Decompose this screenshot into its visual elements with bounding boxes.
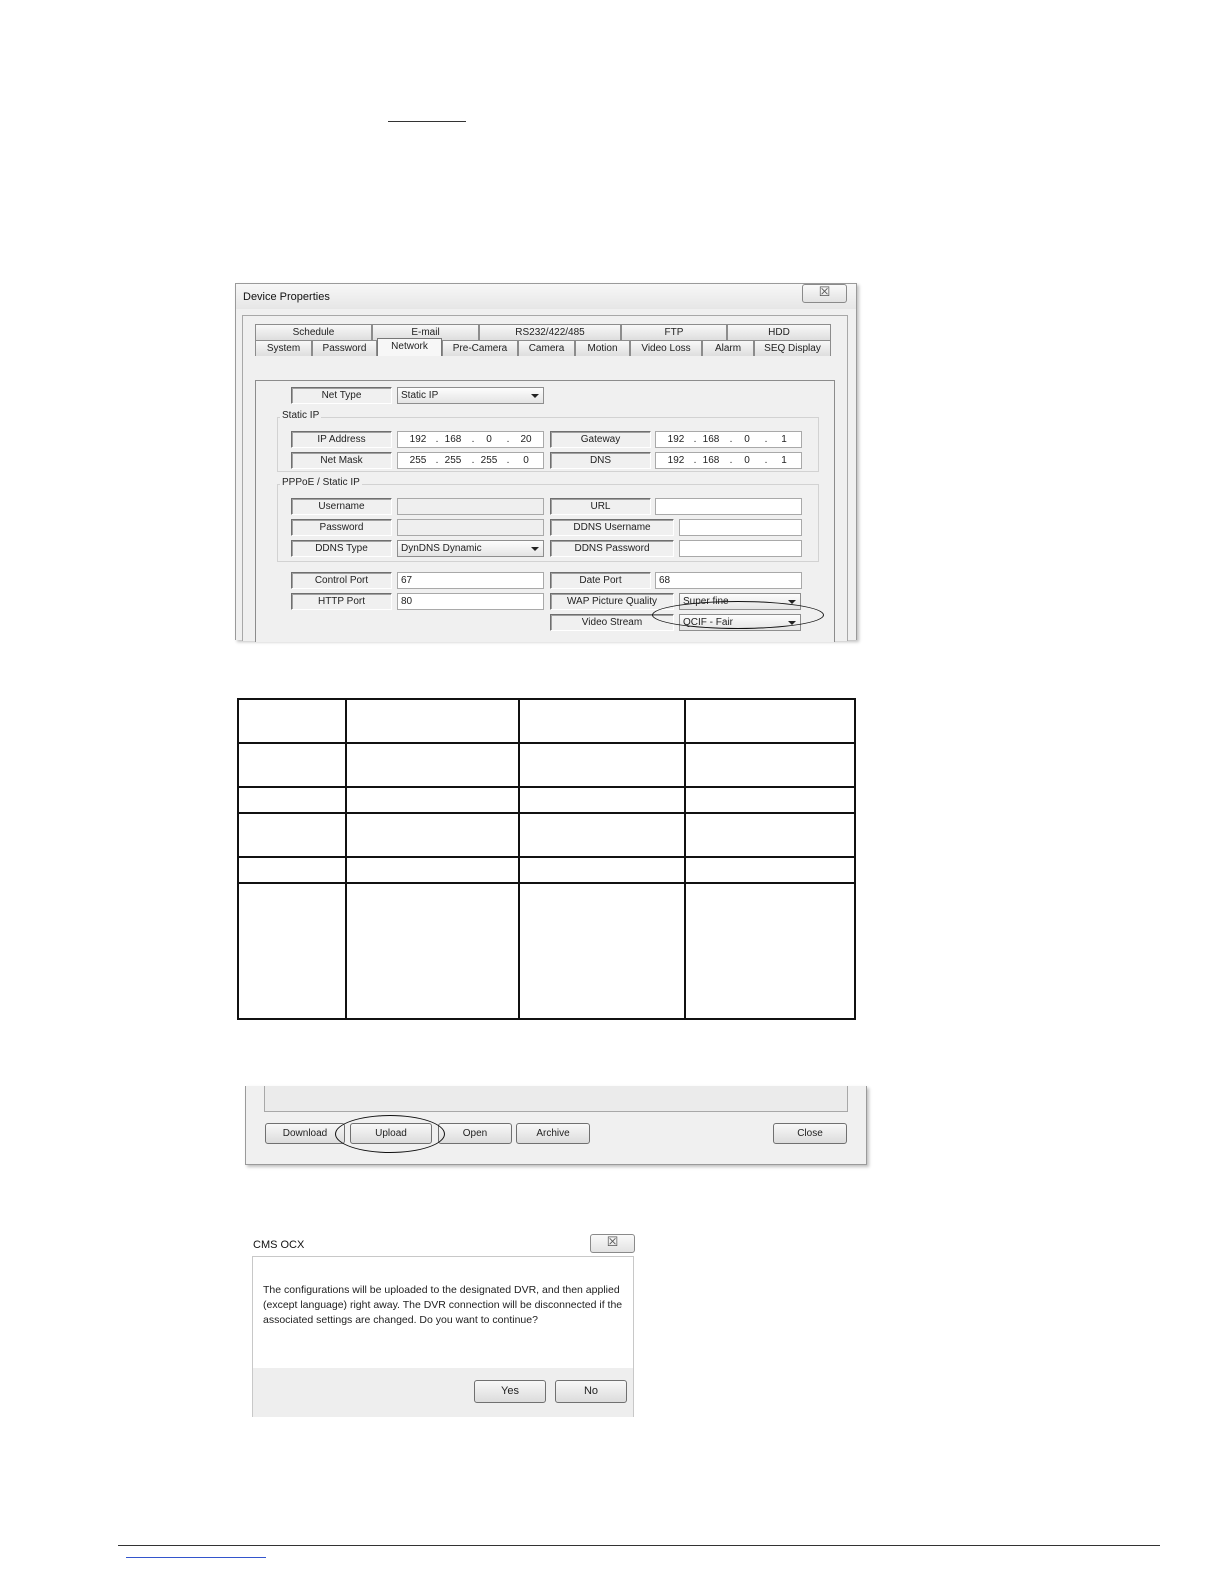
net-mask-field[interactable] bbox=[397, 452, 544, 469]
table-cell bbox=[685, 813, 855, 857]
ip-dot: . bbox=[729, 434, 733, 445]
table-cell bbox=[519, 787, 685, 813]
http-port-label: HTTP Port bbox=[291, 593, 392, 610]
ddns-type-value: DynDNS Dynamic bbox=[401, 543, 482, 554]
ddns-username-input[interactable] bbox=[679, 519, 802, 536]
password-label: Password bbox=[291, 519, 392, 536]
net-type-select[interactable] bbox=[397, 387, 544, 404]
table-cell bbox=[238, 883, 346, 1019]
table-cell bbox=[685, 743, 855, 787]
password-input[interactable] bbox=[397, 519, 544, 536]
dialog-body bbox=[252, 1256, 634, 1417]
ip-octet-1: 192 bbox=[409, 434, 427, 445]
ddns-type-select[interactable] bbox=[397, 540, 544, 557]
tab-motion[interactable]: Motion bbox=[575, 340, 630, 356]
table-cell bbox=[346, 787, 519, 813]
dns-field[interactable] bbox=[655, 452, 802, 469]
video-stream-label: Video Stream bbox=[550, 614, 674, 631]
table-cell bbox=[685, 787, 855, 813]
ddns-username-label: DDNS Username bbox=[550, 519, 674, 536]
gateway-field[interactable] bbox=[655, 431, 802, 448]
archive-button[interactable]: Archive bbox=[516, 1123, 590, 1144]
device-properties-dialog bbox=[235, 283, 857, 640]
tab-seq-display[interactable]: SEQ Display bbox=[754, 340, 831, 356]
tab-alarm[interactable]: Alarm bbox=[702, 340, 754, 356]
url-input[interactable] bbox=[655, 498, 802, 515]
ip-dot: . bbox=[471, 434, 475, 445]
dns-octet-1: 192 bbox=[667, 455, 685, 466]
dns-label: DNS bbox=[550, 452, 651, 469]
username-input[interactable] bbox=[397, 498, 544, 515]
yes-button[interactable]: Yes bbox=[474, 1380, 546, 1403]
confirmation-message: The configurations will be uploaded to the designated DVR, and then applied (except language) right away. The DVR connection will be disconnected if the associated settings are changed. Do you want to continue? bbox=[263, 1284, 623, 1326]
username-label: Username bbox=[291, 498, 392, 515]
table-cell bbox=[519, 813, 685, 857]
url-label: URL bbox=[550, 498, 651, 515]
control-port-label: Control Port bbox=[291, 572, 392, 589]
tab-pre-camera[interactable]: Pre-Camera bbox=[442, 340, 518, 356]
table-cell bbox=[346, 883, 519, 1019]
dns-octet-2: 168 bbox=[702, 455, 720, 466]
ip-dot: . bbox=[435, 455, 439, 466]
no-button[interactable]: No bbox=[555, 1380, 627, 1403]
pppoe-group-title: PPPoE / Static IP bbox=[282, 477, 360, 488]
upload-button[interactable]: Upload bbox=[350, 1123, 432, 1144]
gateway-octet-3: 0 bbox=[744, 434, 750, 445]
close-button[interactable]: Close bbox=[773, 1123, 847, 1144]
tab-video-loss[interactable]: Video Loss bbox=[630, 340, 702, 356]
tab-ftp[interactable]: FTP bbox=[621, 324, 727, 340]
mask-octet-4: 0 bbox=[523, 455, 529, 466]
ip-octet-3: 0 bbox=[486, 434, 492, 445]
dialog-body bbox=[242, 315, 848, 641]
tab-camera[interactable]: Camera bbox=[518, 340, 575, 356]
gateway-octet-2: 168 bbox=[702, 434, 720, 445]
table-cell bbox=[346, 699, 519, 743]
ip-address-label: IP Address bbox=[291, 431, 392, 448]
gateway-octet-1: 192 bbox=[667, 434, 685, 445]
tab-system[interactable]: System bbox=[255, 340, 312, 356]
gateway-label: Gateway bbox=[550, 431, 651, 448]
table-cell bbox=[685, 883, 855, 1019]
table-cell bbox=[519, 699, 685, 743]
ddns-password-label: DDNS Password bbox=[550, 540, 674, 557]
table-row bbox=[238, 743, 855, 787]
net-mask-label: Net Mask bbox=[291, 452, 392, 469]
top-underline bbox=[388, 121, 466, 122]
ip-dot: . bbox=[764, 434, 768, 445]
http-port-input[interactable]: 80 bbox=[397, 593, 544, 610]
tab-rs232[interactable]: RS232/422/485 bbox=[479, 324, 621, 340]
ip-octet-2: 168 bbox=[444, 434, 462, 445]
video-stream-highlight-oval bbox=[652, 601, 824, 629]
chevron-down-icon bbox=[531, 547, 539, 551]
cms-ocx-dialog bbox=[252, 1236, 634, 1416]
table-row bbox=[238, 883, 855, 1019]
ip-dot: . bbox=[729, 455, 733, 466]
wap-quality-value: Super fine bbox=[683, 596, 729, 607]
table-cell bbox=[238, 699, 346, 743]
table-cell bbox=[685, 699, 855, 743]
close-icon[interactable]: ☒ bbox=[590, 1234, 635, 1253]
ddns-password-input[interactable] bbox=[679, 540, 802, 557]
upload-highlight-oval bbox=[335, 1115, 445, 1153]
table-cell bbox=[238, 743, 346, 787]
tab-hdd[interactable]: HDD bbox=[727, 324, 831, 340]
table-cell bbox=[519, 857, 685, 883]
gateway-octet-4: 1 bbox=[781, 434, 787, 445]
control-port-input[interactable]: 67 bbox=[397, 572, 544, 589]
data-port-label: Date Port bbox=[550, 572, 651, 589]
title-bar bbox=[236, 284, 856, 309]
ip-octet-4: 20 bbox=[520, 434, 532, 445]
network-tab-panel bbox=[255, 380, 835, 642]
ip-dot: . bbox=[506, 455, 510, 466]
ip-dot: . bbox=[435, 434, 439, 445]
table-cell bbox=[685, 857, 855, 883]
ip-address-field[interactable] bbox=[397, 431, 544, 448]
table-row bbox=[238, 857, 855, 883]
close-icon[interactable]: ☒ bbox=[802, 284, 847, 303]
table-row bbox=[238, 787, 855, 813]
open-button[interactable]: Open bbox=[438, 1123, 512, 1144]
table-cell bbox=[346, 857, 519, 883]
table-cell bbox=[238, 857, 346, 883]
ip-dot: . bbox=[693, 434, 697, 445]
dialog-title: CMS OCX bbox=[253, 1239, 305, 1251]
ip-dot: . bbox=[471, 455, 475, 466]
data-port-input[interactable]: 68 bbox=[655, 572, 802, 589]
tab-password[interactable]: Password bbox=[312, 340, 377, 356]
strip-panel bbox=[264, 1086, 848, 1112]
tab-schedule[interactable]: Schedule bbox=[255, 324, 372, 340]
dialog-title: Device Properties bbox=[243, 291, 330, 303]
table-cell bbox=[238, 813, 346, 857]
table-cell bbox=[519, 883, 685, 1019]
mask-octet-1: 255 bbox=[409, 455, 427, 466]
tab-network[interactable]: Network bbox=[377, 338, 442, 356]
mask-octet-3: 255 bbox=[480, 455, 498, 466]
wap-quality-label: WAP Picture Quality bbox=[550, 593, 674, 610]
dns-octet-4: 1 bbox=[781, 455, 787, 466]
footer-rule bbox=[118, 1545, 1160, 1546]
tab-email[interactable]: E-mail bbox=[372, 324, 479, 340]
ip-dot: . bbox=[764, 455, 768, 466]
table-cell bbox=[346, 743, 519, 787]
ip-dot: . bbox=[506, 434, 510, 445]
net-type-label: Net Type bbox=[291, 387, 392, 404]
mask-octet-2: 255 bbox=[444, 455, 462, 466]
ip-dot: . bbox=[693, 455, 697, 466]
net-type-value: Static IP bbox=[401, 390, 439, 401]
table-row bbox=[238, 813, 855, 857]
table-cell bbox=[346, 813, 519, 857]
download-button[interactable]: Download bbox=[265, 1123, 345, 1144]
footer-link-underline[interactable] bbox=[126, 1557, 266, 1558]
dialog-button-strip bbox=[245, 1086, 867, 1165]
dns-octet-3: 0 bbox=[744, 455, 750, 466]
ddns-type-label: DDNS Type bbox=[291, 540, 392, 557]
table-row bbox=[238, 699, 855, 743]
static-ip-group-title: Static IP bbox=[282, 410, 320, 421]
table-cell bbox=[238, 787, 346, 813]
video-stream-value: QCIF - Fair bbox=[683, 617, 733, 628]
chevron-down-icon bbox=[531, 394, 539, 398]
tab-row-lower bbox=[255, 340, 831, 356]
dialog-footer bbox=[253, 1368, 633, 1417]
empty-table bbox=[237, 698, 856, 1020]
table-cell bbox=[519, 743, 685, 787]
tab-row-upper bbox=[255, 324, 831, 340]
